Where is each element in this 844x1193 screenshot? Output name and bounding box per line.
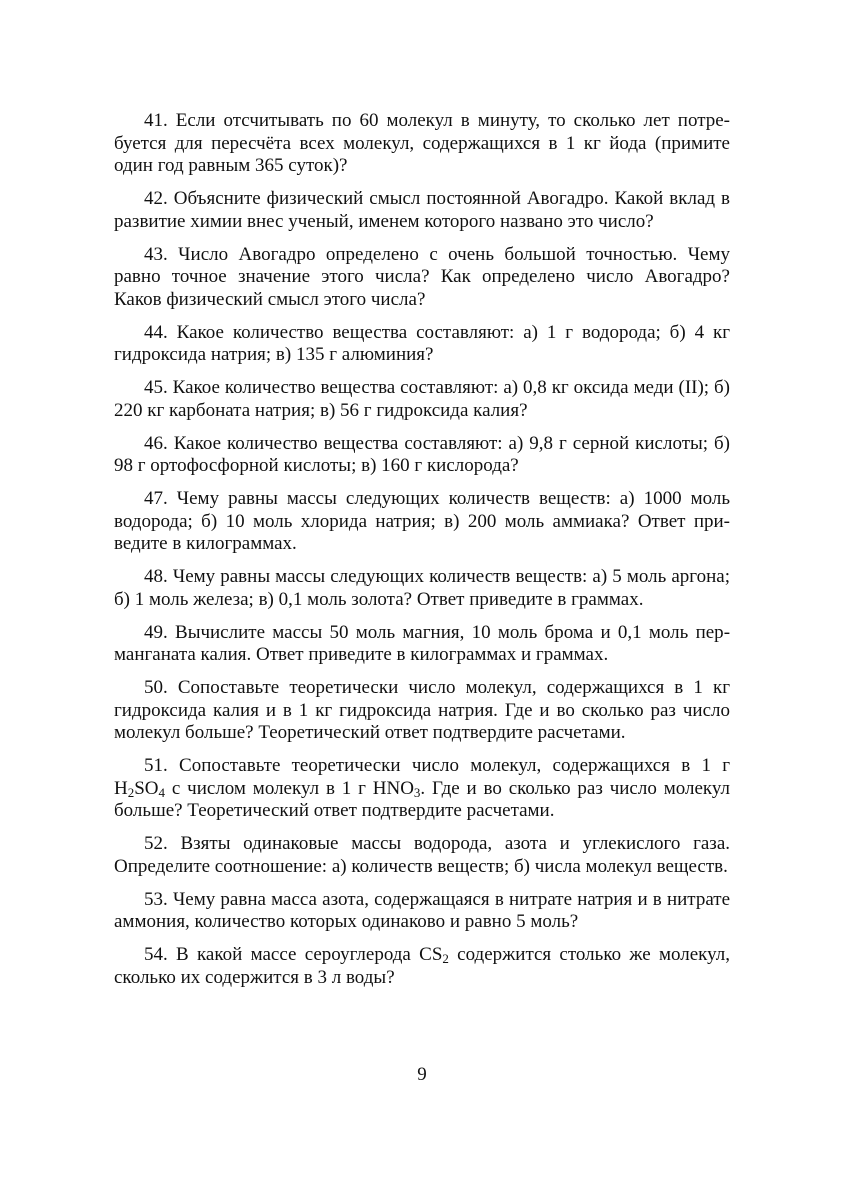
problem-number: 50. [144,677,168,698]
subscript: 4 [158,784,166,800]
problem-text: Чему равны массы следующих количеств веществ: а) 5 моль аргона; б) 1 моль железа; в) 0,1 моль золота? Ответ приведите в граммах. [114,566,730,610]
problem-text: Чему равна масса азота, содержащаяся в нитрате натрия и в нитрате аммония, количество которых одинаково и равно 5 моль? [114,888,730,932]
problem-47 [114,488,730,556]
problem-text: Объясните физический смысл постоянной Авогадро. Какой вклад в развитие химии внес ученый, именем которого названо это число? [114,188,730,232]
problem-number: 43. [144,243,168,265]
problem-53 [114,889,730,934]
problem-text-part: содержится столько же молекул, сколько их содержится в 3 л воды? [114,944,730,988]
problem-text-part: В какой массе сероуглерода CS [176,944,443,965]
problem-text-part: с числом молекул в 1 г HNO [165,777,414,799]
problem-45 [114,377,730,422]
problem-number: 46. [144,432,168,454]
problem-number: 45. [144,377,168,398]
problem-number: 47. [144,488,168,509]
problem-number: 52. [144,833,168,854]
problem-number: 41. [144,110,168,131]
problem-43 [114,244,730,312]
problem-text: Вычислите массы 50 моль магния, 10 моль брома и 0,1 моль перманганата калия. Ответ приведите в килограммах и граммах. [114,621,731,665]
subscript: 3 [413,784,421,800]
problem-text-part: SO [134,777,159,799]
problem-52 [114,833,730,878]
problem-46 [114,433,730,478]
problem-number: 49. [144,621,168,643]
problem-number: 44. [144,321,168,343]
problem-44 [114,322,730,367]
problem-51 [114,755,730,823]
problem-number: 51. [144,755,168,776]
problem-text-part: . Где и во сколько раз число молекул больше? Теоретический ответ подтвердите расчетами. [114,777,730,821]
problem-number: 53. [144,888,168,910]
problem-text: Какое количество вещества составляют: а) 1 г водорода; б) 4 кг гидроксида натрия; в) 135 г алюминия? [114,321,730,365]
problem-number: 42. [144,188,168,209]
subscript: 2 [127,784,135,800]
page-number: 9 [417,1064,427,1085]
problem-54 [114,944,730,989]
problem-48 [114,566,730,611]
problem-text-part: Сопоставьте теоретически число молекул, содержащихся в 1 г H [114,755,731,799]
problem-42 [114,188,730,233]
problem-text: Число Авогадро определено с очень большой точностью. Чему равно точное значение этого числа? Как определено число Авогадро? Каков физический смысл этого числа? [114,243,731,310]
problem-50 [114,677,730,745]
problem-text: Какое количество вещества составляют: а) 9,8 г серной кислоты; б) 98 г ортофосфорной кислоты; в) 160 г кислорода? [114,432,730,476]
problem-number: 54. [144,944,168,965]
page-body [114,110,730,1000]
problem-text: Какое количество вещества составляют: а) 0,8 кг оксида меди (II); б) 220 кг карбоната натрия; в) 56 г гидроксида калия? [114,377,730,421]
problem-text: Сопоставьте теоретически число молекул, содержащихся в 1 кг гидроксида калия и в 1 кг гидроксида натрия. Где и во сколько раз число молекул больше? Теоретический ответ подтвердите расчетами. [114,677,731,743]
problem-text: Взяты одинаковые массы водорода, азота и углекислого газа. Определите соотношение: а) количеств веществ; б) числа молекул веществ. [114,833,730,877]
problem-text: Если отсчитывать по 60 молекул в минуту, то сколько лет потребуется для пересчёта всех молекул, содержащихся в 1 кг йода (примите один год равным 365 суток)? [114,110,730,176]
subscript: 2 [442,951,449,966]
problem-text: Чему равны массы следующих количеств веществ: а) 1000 моль водорода; б) 10 моль хлорида натрия; в) 200 моль аммиака? Ответ приведите в килограммах. [114,488,730,554]
problem-41 [114,110,730,178]
problem-49 [114,622,730,667]
problem-number: 48. [144,566,168,587]
